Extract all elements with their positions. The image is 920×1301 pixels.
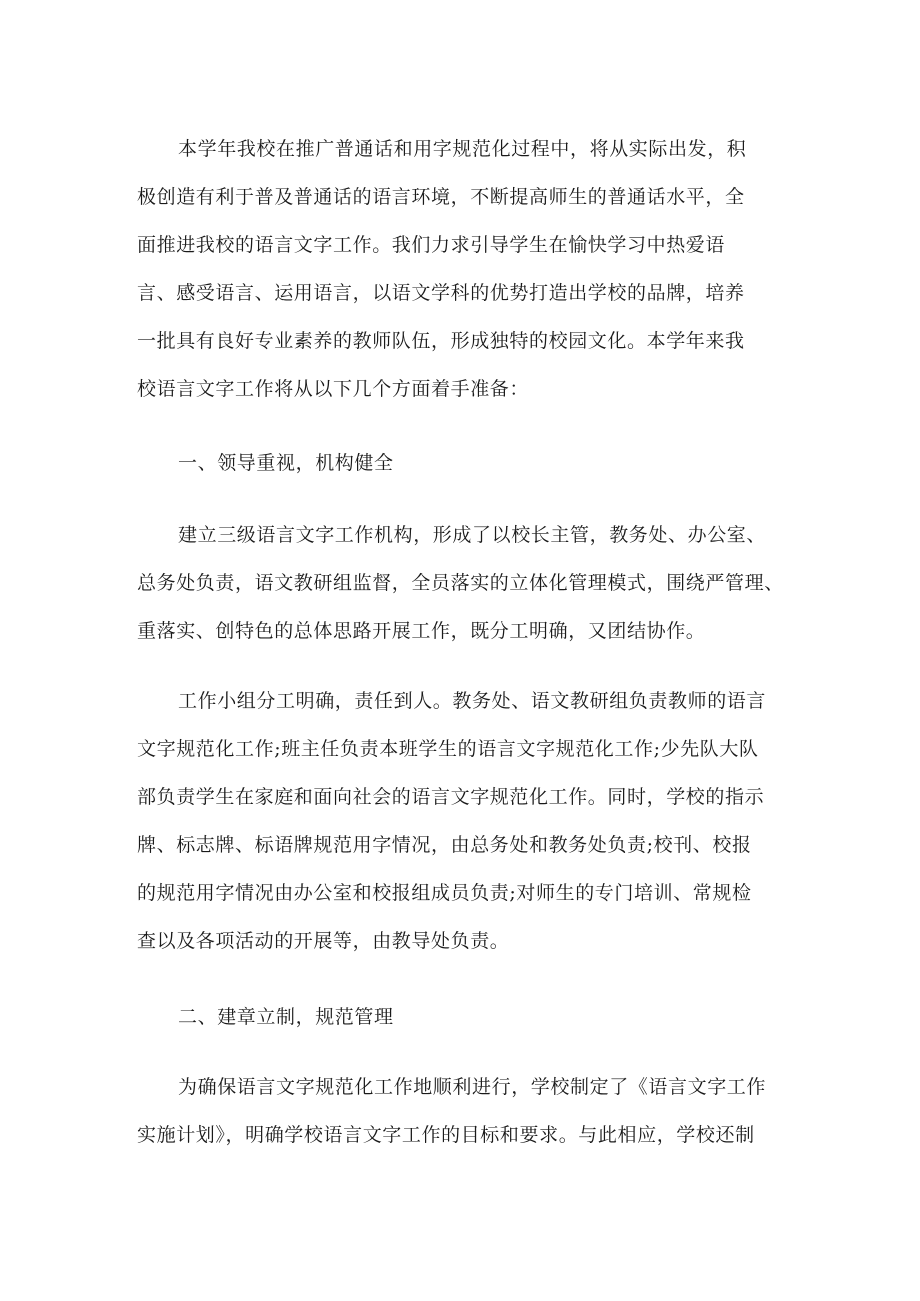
paragraph-rules-line-1: 为确保语言文字规范化工作地顺利进行，学校制定了《语言文字工作: [178, 1076, 767, 1098]
paragraph-organization-line-3: 重落实、创特色的总体思路开展工作，既分工明确，又团结协作。: [137, 620, 706, 642]
paragraph-duties-line-1: 工作小组分工明确，责任到人。教务处、语文教研组负责教师的语言: [178, 690, 767, 712]
paragraph-organization-line-1: 建立三级语言文字工作机构，形成了以校长主管，教务处、办公室、: [178, 524, 767, 546]
paragraph-intro-line-4: 言、感受语言、运用语言，以语文学科的优势打造出学校的品牌，培养: [137, 282, 745, 304]
section-heading-2: 二、建章立制，规范管理: [178, 1006, 394, 1028]
paragraph-intro-line-1: 本学年我校在推广普通话和用字规范化过程中，将从实际出发，积: [178, 138, 747, 160]
paragraph-rules-line-2: 实施计划》，明确学校语言文字工作的目标和要求。与此相应，学校还制: [137, 1124, 755, 1146]
paragraph-duties-line-5: 的规范用字情况由办公室和校报组成员负责;对师生的专门培训、常规检: [137, 882, 752, 904]
paragraph-duties-line-2: 文字规范化工作;班主任负责本班学生的语言文字规范化工作;少先队大队: [137, 738, 759, 760]
paragraph-duties-line-6: 查以及各项活动的开展等，由教导处负责。: [137, 930, 510, 952]
paragraph-intro-line-6: 校语言文字工作将从以下几个方面着手准备：: [137, 378, 530, 400]
paragraph-intro-line-5: 一批具有良好专业素养的教师队伍，形成独特的校园文化。本学年来我: [137, 330, 745, 352]
paragraph-intro-line-2: 极创造有利于普及普通话的语言环境，不断提高师生的普通话水平，全: [137, 186, 745, 208]
paragraph-intro-line-3: 面推进我校的语言文字工作。我们力求引导学生在愉快学习中热爱语: [137, 234, 726, 256]
paragraph-duties-line-3: 部负责学生在家庭和面向社会的语言文字规范化工作。同时，学校的指示: [137, 786, 765, 808]
section-heading-1: 一、领导重视，机构健全: [178, 452, 394, 474]
paragraph-duties-line-4: 牌、标志牌、标语牌规范用字情况，由总务处和教务处负责;校刊、校报: [137, 834, 752, 856]
paragraph-organization-line-2: 总务处负责，语文教研组监督，全员落实的立体化管理模式，围绕严管理、: [137, 572, 784, 594]
